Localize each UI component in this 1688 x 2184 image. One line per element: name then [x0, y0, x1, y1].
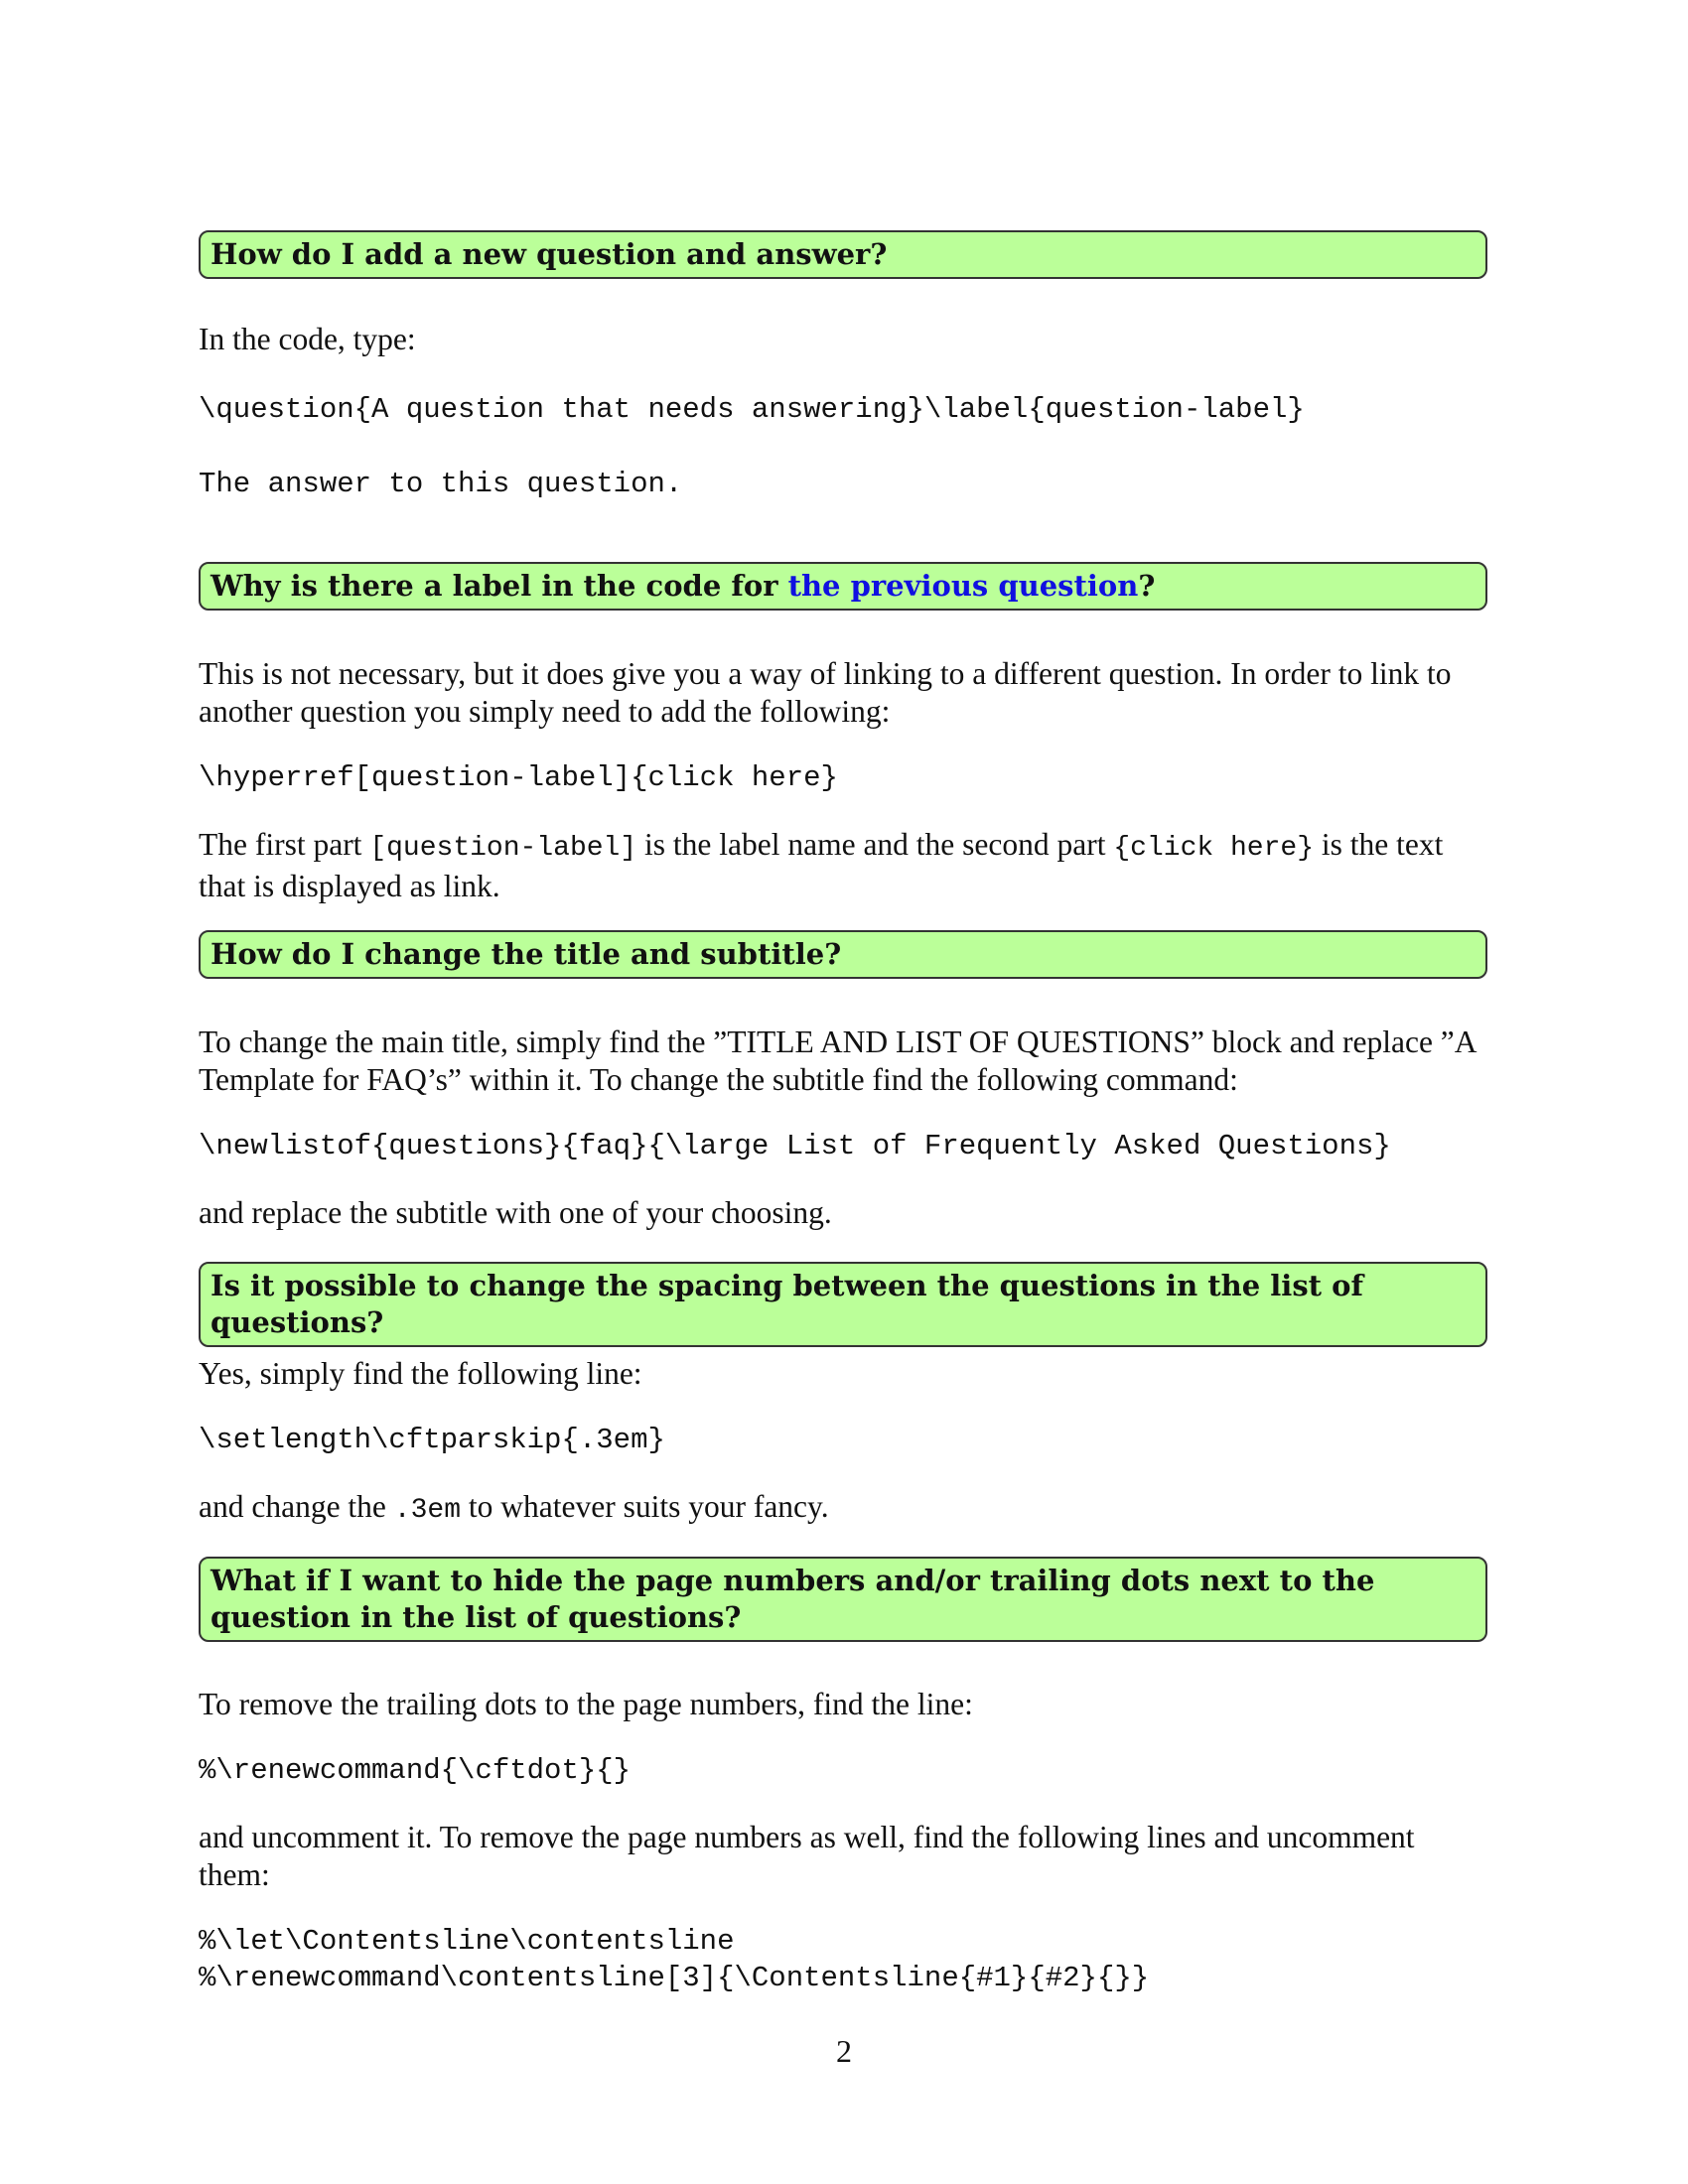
inline-code: [question-label] — [369, 833, 637, 864]
question-heading-start: Why is there a label in the code for — [211, 569, 788, 603]
text-run: The first part — [199, 827, 370, 862]
question-heading: How do I add a new question and answer? — [211, 237, 888, 271]
answer-paragraph: Yes, simply find the following line: — [199, 1356, 642, 1391]
previous-question-link[interactable]: the previous question — [787, 569, 1139, 603]
question-heading: What if I want to hide the page numbers and/or trailing dots next to the question in the list of questions? — [211, 1564, 1375, 1634]
text-run: and change the — [199, 1489, 394, 1524]
code-line: \newlistof{questions}{faq}{\large List of Frequently Asked Questions} — [199, 1130, 1391, 1162]
code-line: The answer to this question. — [199, 468, 683, 500]
text-run: is the text that is displayed as link. — [199, 827, 1444, 903]
code-line: %\renewcommand\contentsline[3]{\Contentsline{#1}{#2}{}} — [199, 1962, 1150, 1994]
text-run: is the label name and the second part — [636, 827, 1114, 862]
answer-paragraph — [199, 1488, 1487, 1530]
answer-paragraph: and uncomment it. To remove the page numbers as well, find the following lines and uncomment them: — [199, 1820, 1415, 1892]
code-line: %\renewcommand{\cftdot}{} — [199, 1754, 632, 1787]
answer-paragraph — [199, 826, 1487, 905]
question-heading: Is it possible to change the spacing between the questions in the list of questions? — [211, 1269, 1363, 1339]
inline-code: {click here} — [1113, 833, 1315, 864]
answer-paragraph: This is not necessary, but it does give you a way of linking to a different question. In order to link to another question you simply need to add the following: — [199, 656, 1452, 729]
code-line: \hyperref[question-label]{click here} — [199, 761, 838, 794]
text-run: to whatever suits your fancy. — [461, 1489, 829, 1524]
inline-code: .3em — [393, 1495, 462, 1526]
question-heading-end: ? — [1138, 569, 1156, 603]
question-heading: How do I change the title and subtitle? — [211, 937, 842, 971]
faq-question-box — [199, 230, 1487, 279]
answer-paragraph: In the code, type: — [199, 322, 416, 356]
faq-question-box — [199, 930, 1487, 979]
faq-question-box — [199, 562, 1487, 611]
code-line: \setlength\cftparskip{.3em} — [199, 1424, 665, 1456]
answer-paragraph: and replace the subtitle with one of your choosing. — [199, 1195, 832, 1230]
faq-question-box — [199, 1557, 1487, 1642]
code-line: \question{A question that needs answering}\label{question-label} — [199, 393, 1305, 426]
page-number: 2 — [836, 2033, 852, 2069]
answer-paragraph: To change the main title, simply find the ”TITLE AND LIST OF QUESTIONS” block and replace ”A Template for FAQ’s” within it. To change the subtitle find the following command: — [199, 1024, 1476, 1097]
code-line: %\let\Contentsline\contentsline — [199, 1925, 735, 1958]
answer-paragraph: To remove the trailing dots to the page numbers, find the line: — [199, 1687, 973, 1721]
faq-question-box — [199, 1262, 1487, 1347]
